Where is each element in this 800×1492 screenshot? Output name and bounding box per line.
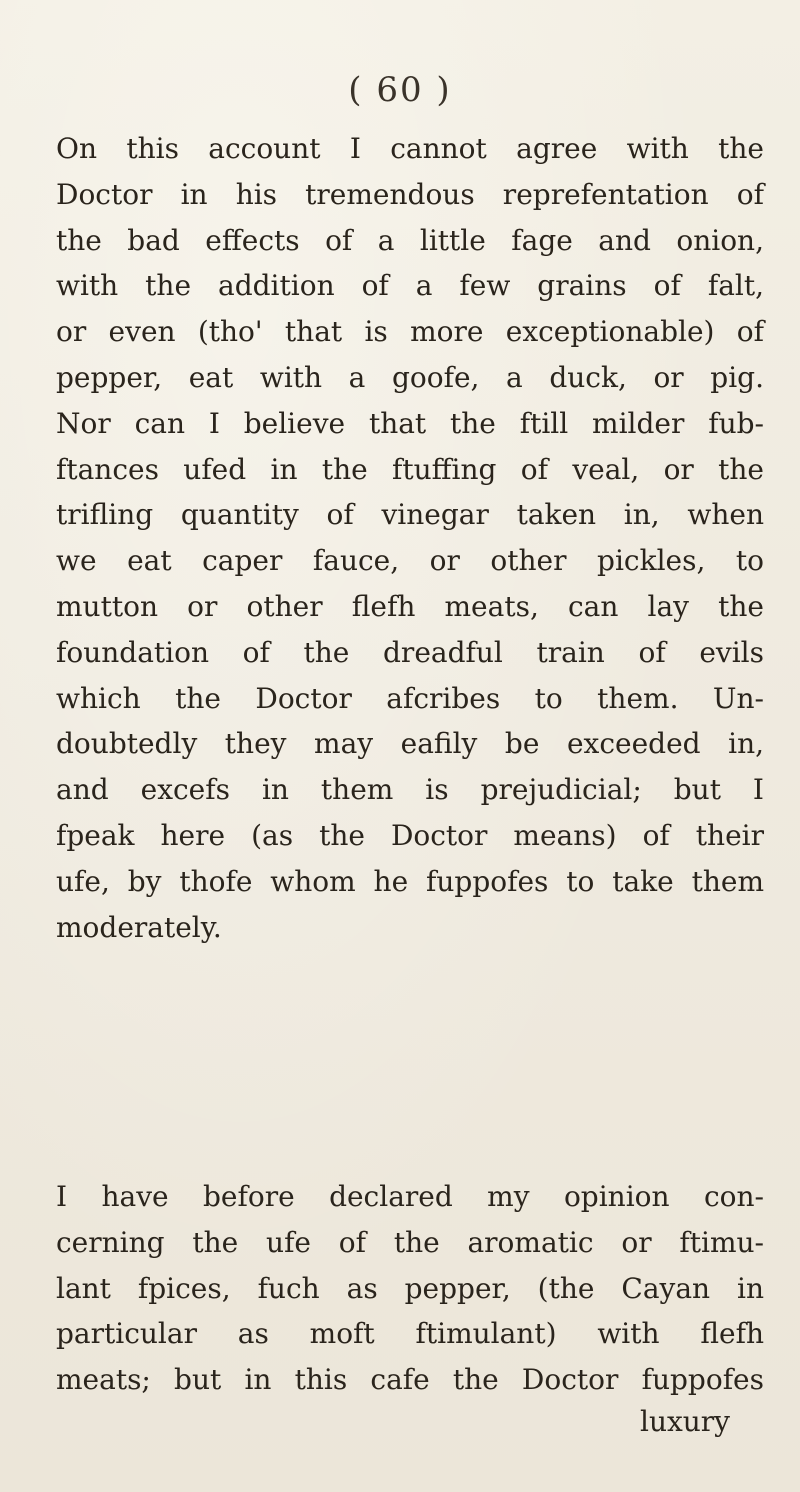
text-line: moderately.	[56, 910, 222, 944]
page-number-header: ( 60 )	[348, 70, 452, 110]
text-line: with the addition of a few grains of falt,	[56, 269, 764, 303]
text-line: which the Doctor afcribes to them. Un-	[56, 681, 764, 715]
paragraph-1	[56, 126, 764, 950]
text-line: doubtedly they may eafily be exceeded in,	[56, 727, 764, 761]
text-line: ufe, by thofe whom he fuppofes to take them	[56, 864, 764, 898]
text-line: mutton or other flefh meats, can lay the	[56, 589, 764, 623]
text-line: Doctor in his tremendous reprefentation of	[56, 177, 764, 211]
text-line: particular as moft ftimulant) with flefh	[56, 1317, 764, 1351]
text-line: Nor can I believe that the ftill milder fub-	[56, 406, 764, 440]
paragraph-2	[56, 1174, 764, 1403]
text-line: meats; but in this cafe the Doctor fuppofes	[56, 1363, 764, 1397]
text-line: On this account I cannot agree with the	[56, 132, 764, 165]
text-line: the bad effects of a little fage and onion,	[56, 223, 764, 257]
text-line: pepper, eat with a goofe, a duck, or pig.	[56, 360, 764, 394]
text-line: cerning the ufe of the aromatic or ftimu-	[56, 1225, 764, 1259]
text-line: or even (tho' that is more exceptionable) of	[56, 315, 764, 349]
text-line: and excefs in them is prejudicial; but I	[56, 773, 764, 807]
text-line: ftances ufed in the ftuffing of veal, or the	[56, 452, 764, 486]
text-line: I have before declared my opinion con-	[56, 1180, 764, 1213]
text-line: trifling quantity of vinegar taken in, when	[56, 498, 764, 532]
text-line: lant fpices, fuch as pepper, (the Cayan in	[56, 1271, 764, 1305]
catchword: luxury	[639, 1405, 730, 1438]
text-line: fpeak here (as the Doctor means) of their	[56, 818, 764, 852]
text-line: foundation of the dreadful train of evils	[56, 635, 764, 669]
text-line: we eat caper fauce, or other pickles, to	[56, 544, 764, 578]
